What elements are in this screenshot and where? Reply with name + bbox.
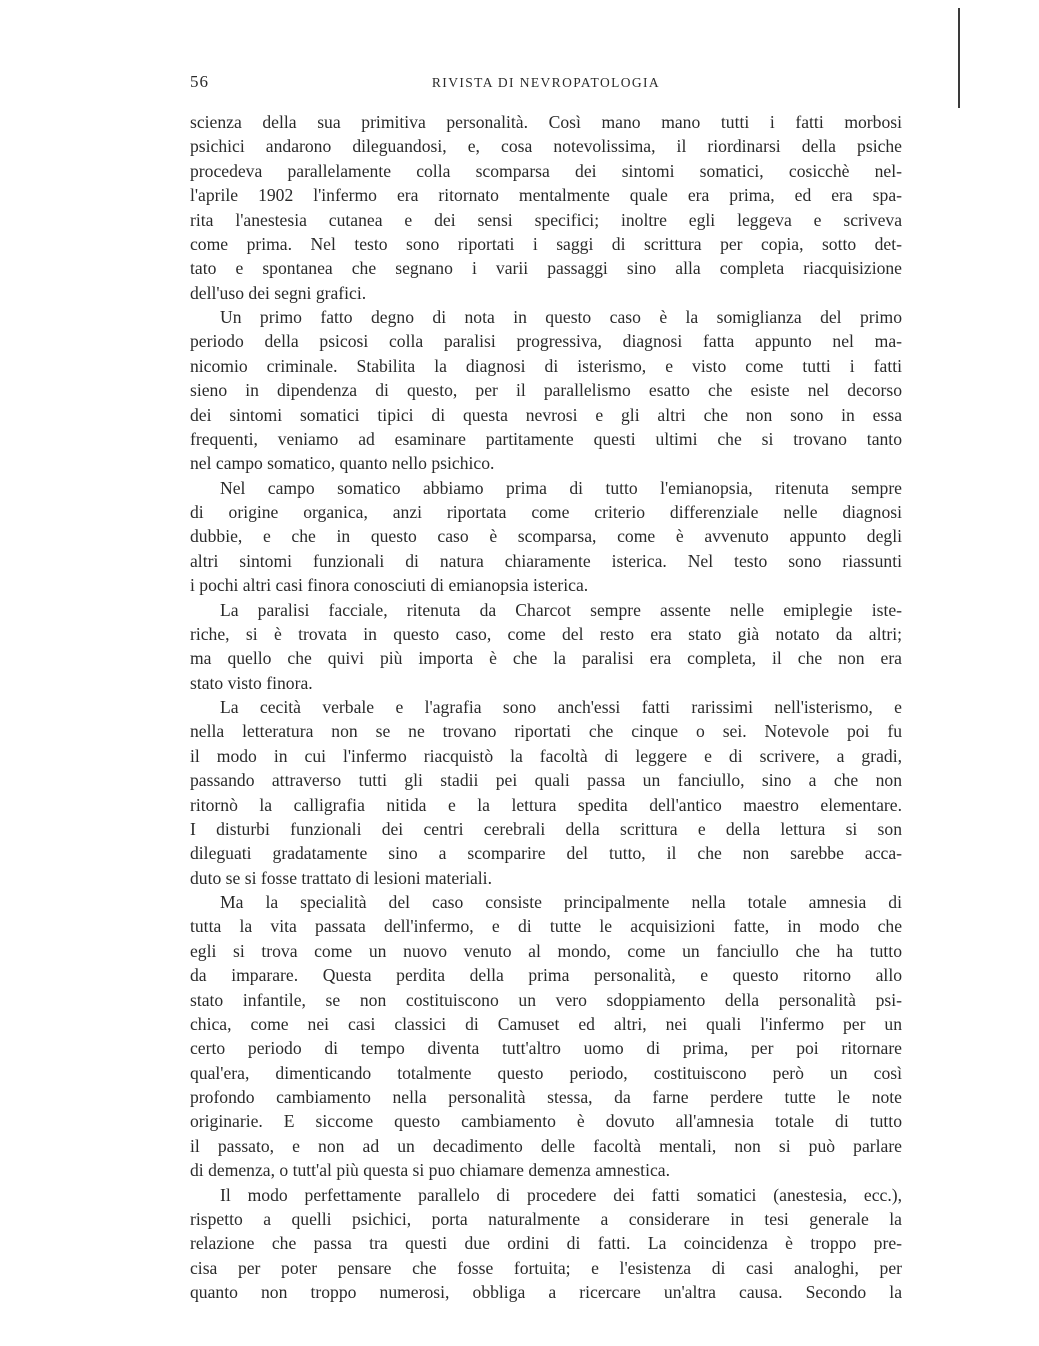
text-line: rispetto a quelli psichici, porta naturalmente a considerare in tesi generale la [190,1208,902,1229]
text-line: dell'uso dei segni grafici. [190,282,367,303]
text-line: duto se si fosse trattato di lesioni materiali. [190,867,492,888]
text-line: periodo della psicosi colla paralisi progressiva, diagnosi fatta appunto nel ma- [190,331,902,352]
text-line: l'aprile 1902 l'infermo era ritornato mentalmente quale era prima, ed era spa- [190,185,902,206]
text-line: ritornò la calligrafia nitida e la lettura spedita dell'antico maestro elementare. [190,794,902,815]
text-line: di origine organica, anzi riportata come criterio differenziale nelle diagnosi [190,502,902,522]
text-line: Il modo perfettamente parallelo di procedere dei fatti somatici (anestesia, ecc.), [220,1184,902,1205]
page-number: 56 [190,72,209,91]
text-line: procedeva parallelamente colla scomparsa dei sintomi somatici, cosicchè nel- [190,160,902,181]
text-line: riche, si è trovata in questo caso, come del resto era stato già notato da altri; [190,623,902,644]
text-line: stato infantile, se non costituiscono un vero sdoppiamento della personalità psi- [190,989,902,1010]
text-line: relazione che passa tra questi due ordini di fatti. La coincidenza è troppo pre- [190,1233,902,1254]
text-line: Un primo fatto degno di nota in questo caso è la somiglianza del primo [220,307,902,327]
text-line: chica, come nei casi classici di Camuset ed altri, nei quali l'infermo per un [190,1013,902,1034]
text-line: quanto non troppo numerosi, obbliga a ricercare un'altra causa. Secondo la [190,1282,902,1302]
text-line: dei sintomi somatici tipici di questa nevrosi e gli altri che non sono in essa [190,404,902,425]
text-line: nella letteratura non se ne trovano riportati che cinque o sei. Notevole poi fu [190,721,902,742]
journal-title: RIVISTA DI NEVROPATOLOGIA [431,75,661,90]
text-line: come prima. Nel testo sono riportati i saggi di scrittura per copia, sotto det- [190,233,902,254]
text-line: cisa per poter pensare che fosse fortuita; e l'esistenza di casi analoghi, per [190,1257,902,1278]
page [190,72,902,1304]
text-line: frequenti, veniamo ad esaminare partitamente questi ultimi che si trovano tanto [190,428,902,449]
body-text [190,110,902,1304]
text-line: I disturbi funzionali dei centri cerebrali della scrittura e della lettura si son [190,818,902,839]
text-line: di demenza, o tutt'al più questa si puo chiamare demenza amnestica. [190,1160,670,1181]
text-line: tutta la vita passata dell'infermo, e di tutte le acquisizioni fatte, in modo che [190,916,902,937]
text-line: il passato, e non ad un decadimento delle facoltà mentali, non si può parlare [190,1135,902,1156]
text-line: scienza della sua primitiva personalità. Così mano mano tutti i fatti morbosi [190,112,902,132]
text-line: ma quello che quivi più importa è che la paralisi era completa, il che non era [190,648,902,669]
text-line: qual'era, dimenticando totalmente questo periodo, costituiscono però un così [190,1062,902,1083]
text-line: psichici andarono dileguandosi, e, cosa notevolissima, il riordinarsi della psiche [190,136,902,157]
scan-edge-line [958,8,960,108]
running-head [190,72,902,98]
text-line: nicomio criminale. Stabilita la diagnosi di isterismo, e visto come tutti i fatti [190,355,902,376]
text-line: da imparare. Questa perdita della prima personalità, e questo ritorno allo [190,965,902,986]
text-line: certo periodo di tempo diventa tutt'altro uomo di prima, per poi ritornare [190,1038,902,1059]
text-line: Nel campo somatico abbiamo prima di tutto l'emianopsia, ritenuta sempre [220,477,902,498]
text-line: rita l'anestesia cutanea e dei sensi specifici; inoltre egli leggeva e scriveva [190,209,902,230]
text-line: il modo in cui l'infermo riacquistò la facoltà di leggere e di scrivere, a gradi, [190,745,902,766]
text-line: Ma la specialità del caso consiste principalmente nella totale amnesia di [220,892,902,912]
text-line: La paralisi facciale, ritenuta da Charcot sempre assente nelle emiplegie iste- [220,599,902,620]
text-line: altri sintomi funzionali di natura chiaramente isterica. Nel testo sono riassunti [190,550,902,571]
text-line: nel campo somatico, quanto nello psichico. [190,453,495,474]
text-line: tato e spontanea che segnano i varii passaggi sino alla completa riacquisizione [190,258,902,279]
text-line: sieno in dipendenza di questo, per il parallelismo esatto che esiste nel decorso [190,380,902,401]
text-line: egli si trova come un nuovo venuto al mondo, come un fanciullo che ha tutto [190,940,902,961]
text-line: dileguati gradatamente sino a scomparire del tutto, il che non sarebbe acca- [190,843,902,864]
text-line: originarie. E siccome questo cambiamento è dovuto all'amnesia totale di tutto [190,1111,902,1132]
text-line: passando attraverso tutti gli stadii pei quali passa un fanciullo, sino a che non [190,770,902,791]
text-line: profondo cambiamento nella personalità stessa, da farne perdere tutte le note [190,1087,902,1107]
text-line: La cecità verbale e l'agrafia sono anch'essi fatti rarissimi nell'isterismo, e [220,697,902,717]
text-line: dubbie, e che in questo caso è scomparsa, come è avvenuto appunto degli [190,526,902,547]
text-line: stato visto finora. [190,672,313,693]
text-line: i pochi altri casi finora conosciuti di emianopsia isterica. [190,575,589,596]
